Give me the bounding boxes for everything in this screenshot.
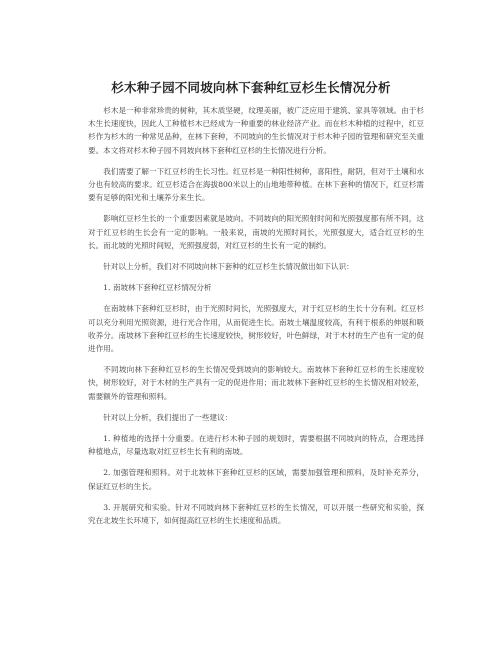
paragraph-analysis-intro: 针对以上分析，我们对不同坡向林下套种的红豆杉生长情况做出如下认识： [103, 262, 354, 272]
document-title: 杉木种子园不同坡向林下套种红豆杉生长情况分析 [111, 80, 391, 95]
document-body [88, 104, 424, 535]
suggestion-item-3: 3. 开展研究和实验。针对不同坡向林下套种红豆杉的生长情况，可以开展一些研究和实验，探究在北坡生长环境下，如何提高红豆杉的生长速度和品质。 [88, 502, 424, 526]
paragraph-suggestions-intro: 针对以上分析，我们提出了一些建议： [103, 412, 233, 422]
paragraph-intro: 杉木是一种非常珍贵的树种，其木质坚硬，纹理美丽，被广泛应用于建筑、家具等领域。由于杉木生长速度快，因此人工种植杉木已经成为一种重要的林业经济产业。而在杉木种植的过程中，红豆杉作为杉木的一种常见品种，在林下套种，不同坡向的生长情况对于杉木种子园的管理和研究至关重要。本文将对杉木种子园不同坡向林下套种红豆杉的生长情况进行分析。 [88, 106, 424, 155]
paragraph-slope-factor: 影响红豆杉生长的一个重要因素就是坡向。不同坡向的阳光照射时间和光照强度都有所不同，这对于红豆杉的生长会有一定的影响。一般来说，南坡的光照时间长，光照强度大，适合红豆杉的生长。而北坡的光照时间短，光照强度弱，对红豆杉的生长有一定的制约。 [88, 214, 424, 250]
paragraph-comparison: 不同坡向林下套种红豆杉的生长情况受到坡向的影响较大。南坡林下套种红豆杉的生长速度较快，树形较好，对于木材的生产具有一定的促进作用；而北坡林下套种红豆杉的生长情况相对较差，需要额外的管理和照料。 [88, 365, 424, 401]
suggestion-item-1: 1. 种植地的选择十分重要。在进行杉木种子园的规划时，需要根据不同坡向的特点，合理选择种植地点，尽量选取对红豆杉生长有利的南坡。 [88, 434, 424, 457]
paragraph-growth-habit: 我们需要了解一下红豆杉的生长习性。红豆杉是一种阳性树种，喜阳性，耐阴，但对于土壤和水分也有较高的要求。红豆杉适合在海拔800米以上的山地地带种植。在林下套种的情况下，红豆杉需要有足够的阳光和土壤养分来生长。 [88, 166, 424, 203]
suggestion-item-2: 2. 加强管理和照料。对于北坡林下套种红豆杉的区域，需要加强管理和照料，及时补充养分，保证红豆杉的生长。 [88, 468, 424, 491]
section-heading-south-slope: 1. 南坡林下套种红豆杉情况分析 [103, 283, 212, 293]
paragraph-south-slope: 在南坡林下套种红豆杉时，由于光照时间长，光照强度大，对于红豆杉的生长十分有利。红豆杉可以充分利用光照资源，进行光合作用，从而促进生长。南坡土壤温度较高，有利于根系的伸展和吸收养分。南坡林下套种红豆杉的生长速度较快，树形较好，叶色鲜绿，对于木材的生产也有一定的促进作用。 [88, 304, 424, 354]
